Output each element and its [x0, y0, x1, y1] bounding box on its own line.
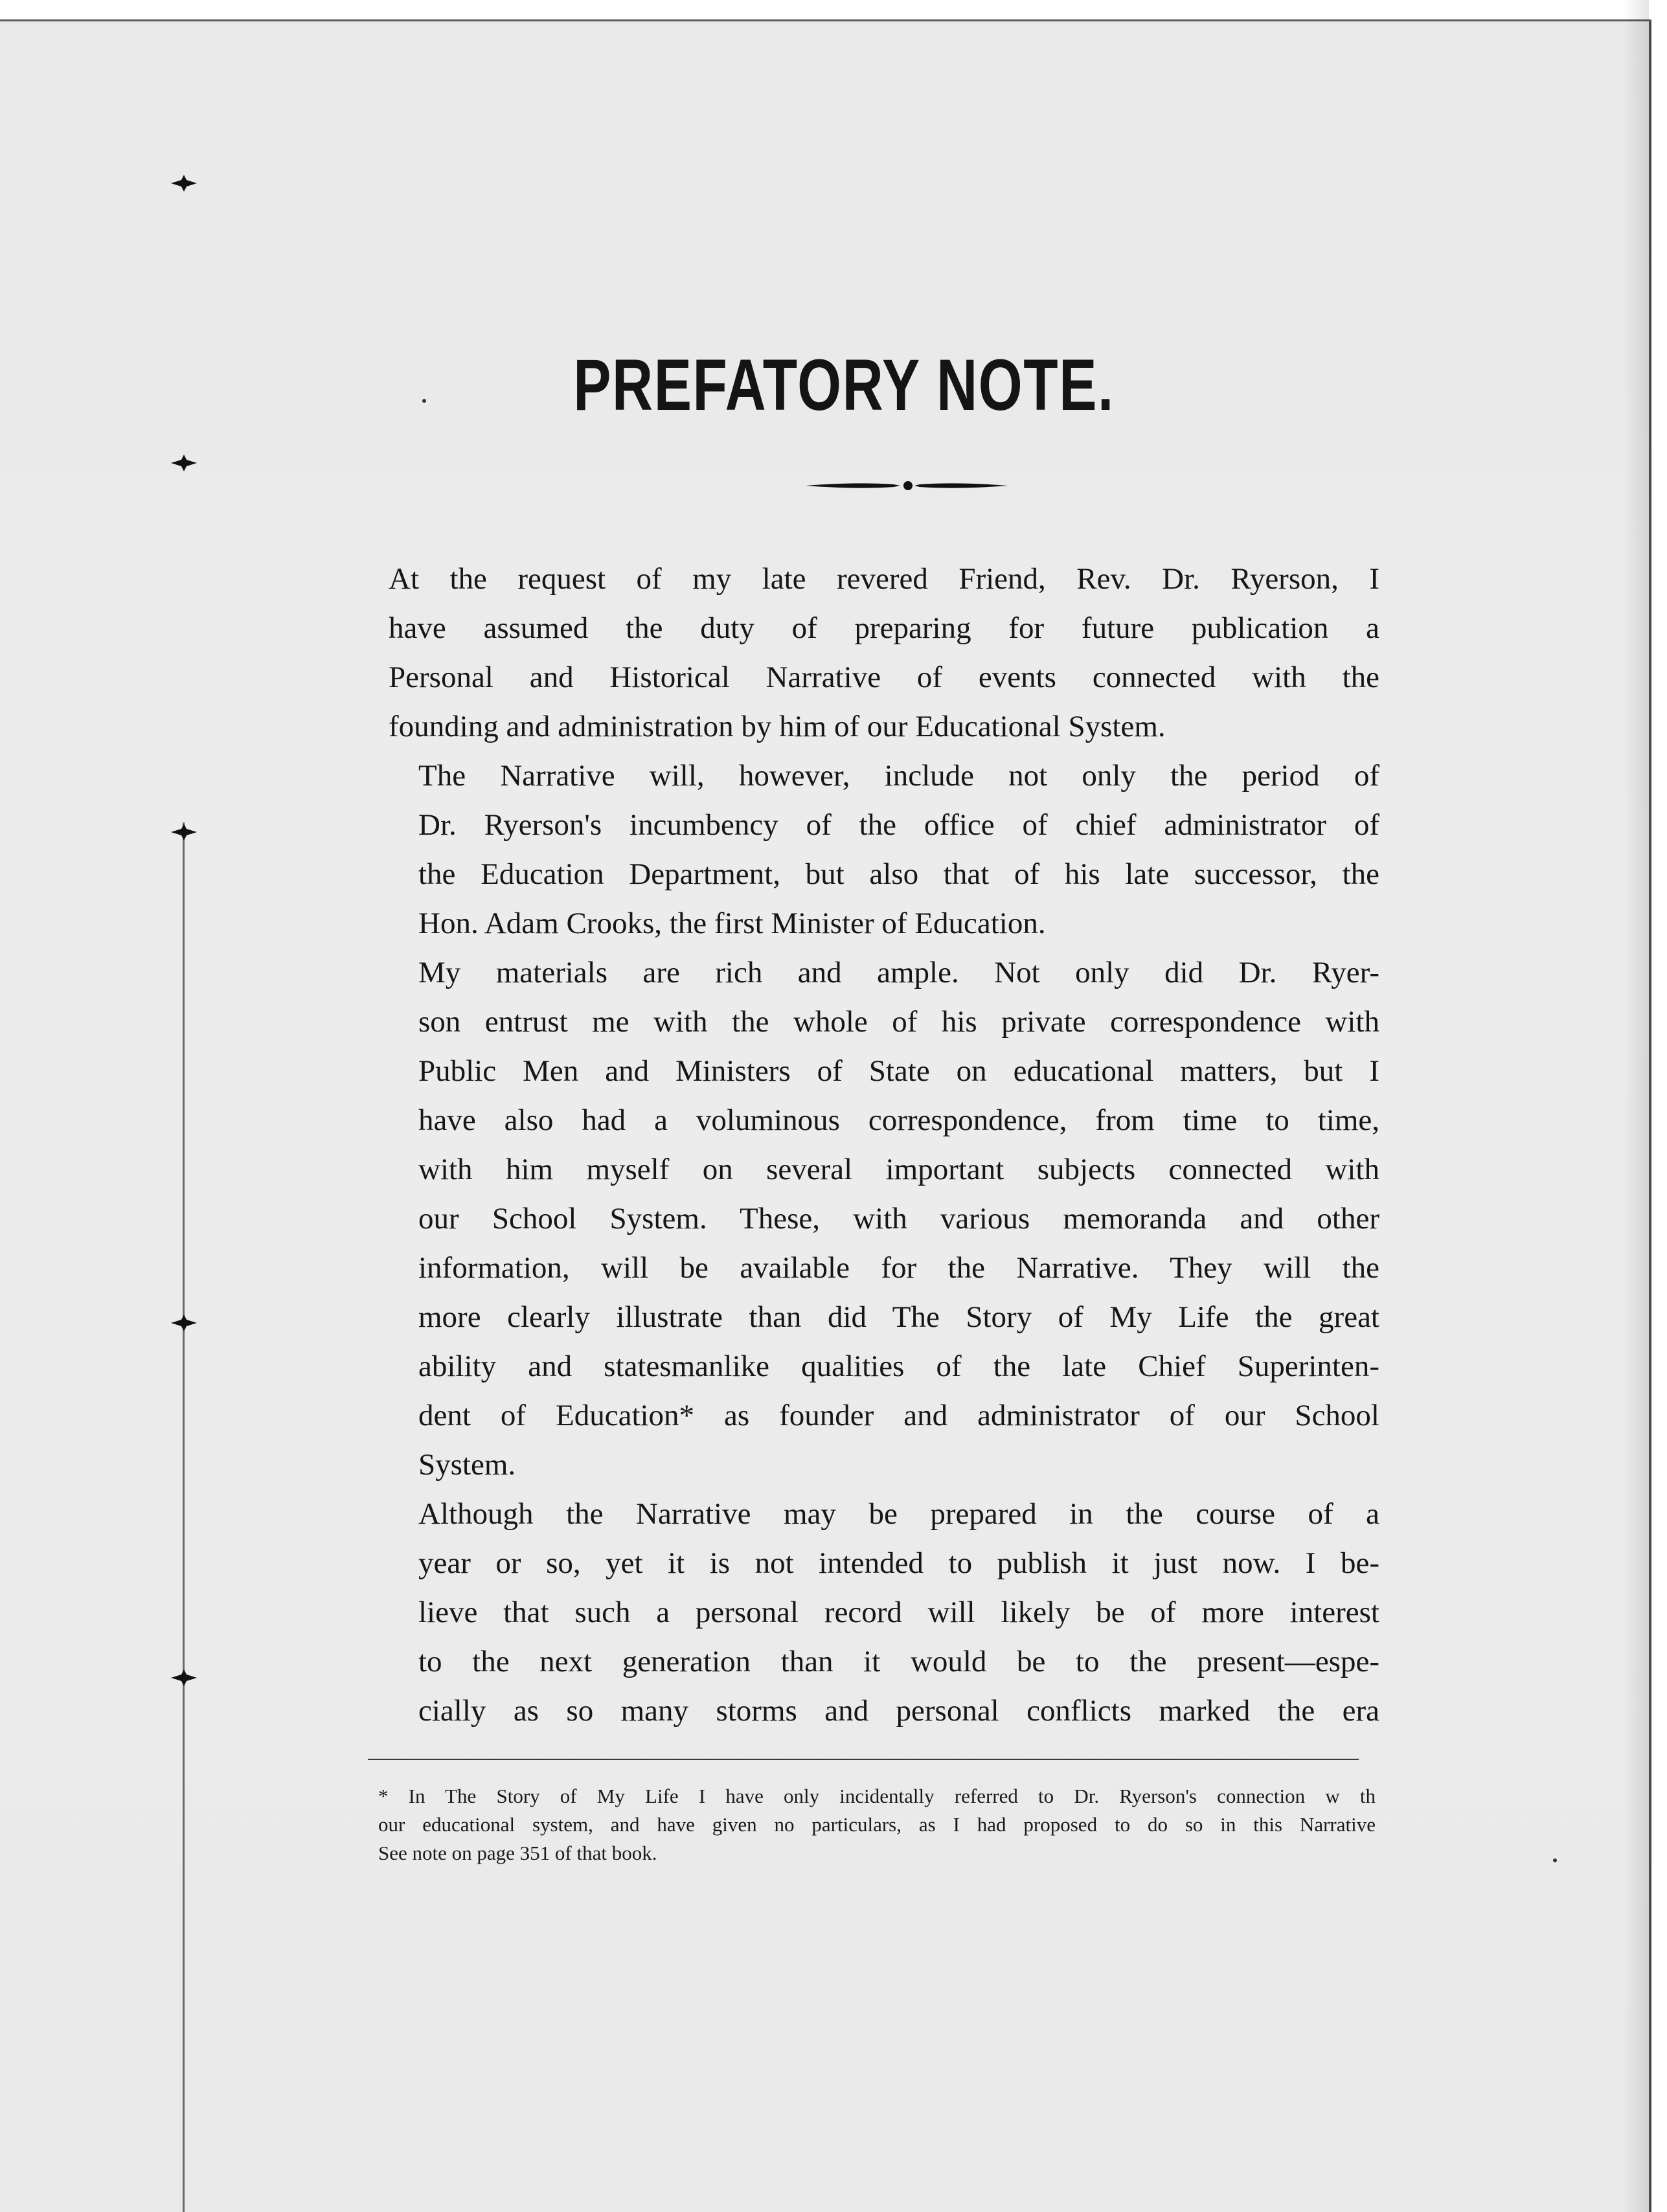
text-line: My materials are rich and ample. Not only did Dr. Ryer- [418, 956, 1379, 989]
print-speck [422, 399, 426, 403]
print-speck [1553, 1858, 1557, 1862]
text-line: founding and administration by him of our Educational System. [389, 710, 1166, 743]
paragraph [389, 948, 1379, 1489]
binding-stitch [170, 174, 198, 193]
footnote-line: our educational system, and have given no particulars, as I had proposed to do so in this Narrative [378, 1813, 1376, 1836]
text-line: lieve that such a personal record will likely be of more interest [418, 1596, 1379, 1629]
page-title: PREFATORY NOTE. [573, 344, 1115, 425]
text-line: with him myself on several important subjects connected with [418, 1153, 1379, 1186]
footnote-line: See note on page 351 of that book. [378, 1842, 657, 1864]
binding-stitch [170, 453, 198, 473]
text-line: System. [418, 1448, 516, 1482]
text-line: our School System. These, with various memoranda and other [418, 1202, 1379, 1236]
text-line: have also had a voluminous correspondence, from time to time, [418, 1103, 1379, 1137]
page-top-edge [0, 0, 1651, 21]
text-line: The Narrative will, however, include not only the period of [418, 759, 1379, 793]
binding-stitch [170, 1668, 198, 1687]
footnote [378, 1782, 1376, 1868]
binding-stitch [170, 822, 198, 842]
text-line: Although the Narrative may be prepared in the course of a [418, 1497, 1379, 1531]
text-line: son entrust me with the whole of his private correspondence with [418, 1005, 1379, 1039]
paragraph [389, 1489, 1379, 1735]
binding-stitch [170, 1313, 198, 1333]
text-line: Dr. Ryerson's incumbency of the office of chief administrator of [418, 808, 1379, 842]
text-line: Hon. Adam Crooks, the first Minister of Education. [418, 907, 1046, 940]
text-line: year or so, yet it is not intended to publish it just now. I be- [418, 1546, 1379, 1580]
text-line: cially as so many storms and personal conflicts marked the era [418, 1694, 1379, 1728]
text-line: to the next generation than it would be to the present—espe- [418, 1645, 1379, 1678]
text-line: information, will be available for the Narrative. They will the [418, 1251, 1379, 1285]
ornamental-rule [803, 473, 1010, 499]
body-text [389, 554, 1379, 1735]
text-line: ability and statesmanlike qualities of the late Chief Superinten- [418, 1349, 1379, 1383]
text-line: Public Men and Ministers of State on educational matters, but I [418, 1054, 1379, 1088]
text-line: more clearly illustrate than did The Story of My Life the great [418, 1300, 1379, 1334]
paragraph [389, 751, 1379, 948]
footnote-line: * In The Story of My Life I have only incidentally referred to Dr. Ryerson's connection w th [378, 1785, 1376, 1807]
text-line: the Education Department, but also that of his late successor, the [418, 857, 1379, 891]
text-line: dent of Education* as founder and administrator of our School [418, 1399, 1379, 1432]
binding-gutter [183, 822, 185, 2212]
footnote-divider [368, 1759, 1359, 1760]
text-line: At the request of my late revered Friend, Rev. Dr. Ryerson, I [389, 562, 1379, 596]
text-line: Personal and Historical Narrative of events connected with the [389, 660, 1379, 694]
text-line: have assumed the duty of preparing for future publication a [389, 611, 1379, 645]
paragraph [389, 554, 1379, 751]
